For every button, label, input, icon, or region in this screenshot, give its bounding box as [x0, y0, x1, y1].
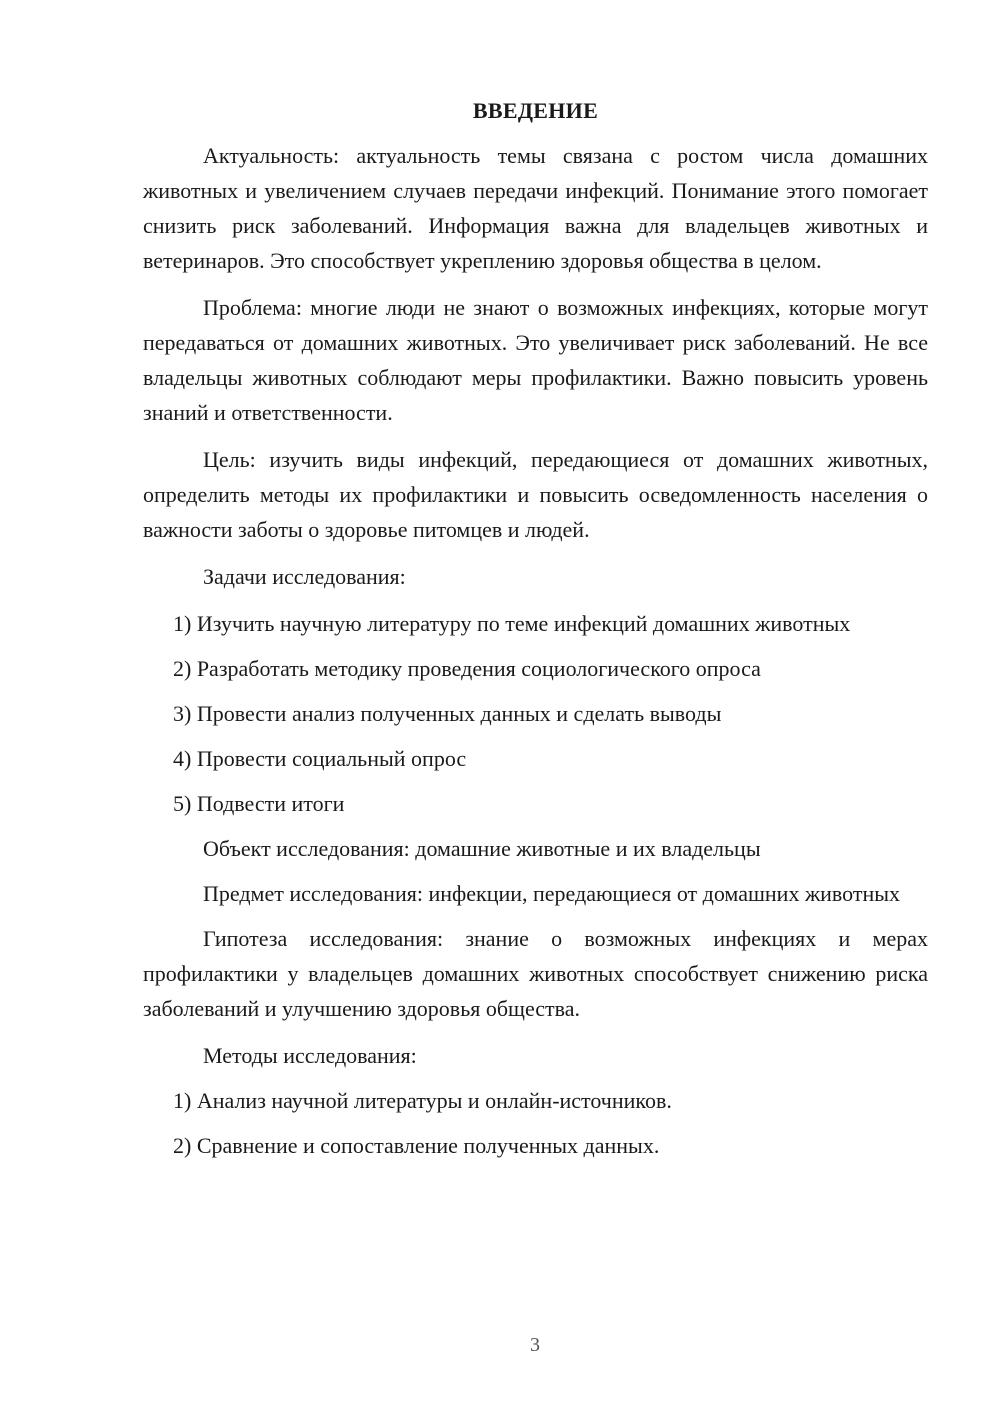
- relevance-paragraph: Актуальность: актуальность темы связана с ростом числа домашних животных и увеличением случаев передачи инфекций. Понимание этого помогает снизить риск заболеваний. Информация важна для владельцев животных и ветеринаров. Это способствует укреплению здоровья общества в целом.: [143, 143, 928, 273]
- task-item-2: 2) Разработать методику проведения социологического опроса: [173, 656, 761, 681]
- tasks-heading: Задачи исследования:: [203, 564, 406, 589]
- task-item-5: 5) Подвести итоги: [173, 791, 345, 816]
- problem-paragraph: Проблема: многие люди не знают о возможных инфекциях, которые могут передаваться от домашних животных. Это увеличивает риск заболеваний. Не все владельцы животных соблюдают меры профилактики. Важно повысить уровень знаний и ответственности.: [143, 295, 928, 425]
- page-title: ВВЕДЕНИЕ: [472, 98, 599, 123]
- method-item-1: 1) Анализ научной литературы и онлайн-источников.: [173, 1088, 672, 1113]
- hypothesis-paragraph: Гипотеза исследования: знание о возможных инфекциях и мерах профилактики у владельцев домашних животных способствует снижению риска заболеваний и улучшению здоровья общества.: [143, 926, 928, 1021]
- method-item-2: 2) Сравнение и сопоставление полученных данных.: [173, 1133, 660, 1158]
- document-page: [143, 96, 928, 1163]
- goal-paragraph: Цель: изучить виды инфекций, передающиеся от домашних животных, определить методы их профилактики и повысить осведомленность населения о важности заботы о здоровье питомцев и людей.: [143, 447, 928, 542]
- task-item-3: 3) Провести анализ полученных данных и сделать выводы: [173, 701, 722, 726]
- task-item-1: 1) Изучить научную литературу по теме инфекций домашних животных: [173, 611, 851, 636]
- task-item-4: 4) Провести социальный опрос: [173, 746, 467, 771]
- subject-paragraph: Предмет исследования: инфекции, передающиеся от домашних животных: [203, 881, 901, 906]
- methods-heading: Методы исследования:: [203, 1043, 417, 1068]
- object-paragraph: Объект исследования: домашние животные и их владельцы: [203, 836, 761, 861]
- page-number: 3: [530, 1334, 540, 1356]
